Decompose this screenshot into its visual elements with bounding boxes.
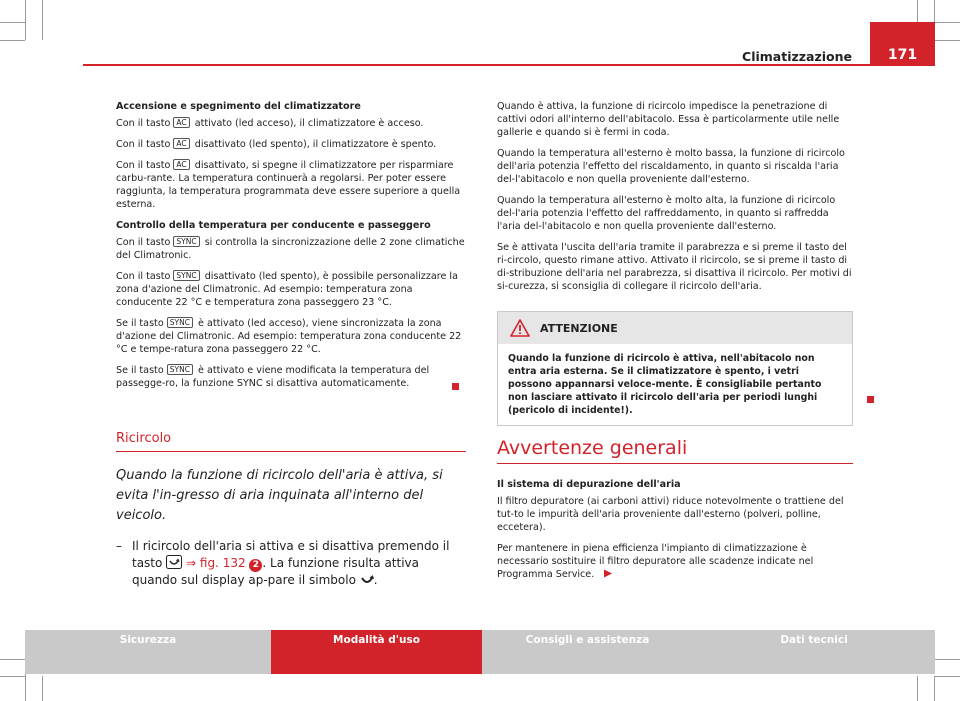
paragraph: Se il tasto SYNC è attivato (led acceso), viene sincronizzata la zona d'azione del Climatronic. Ad esempio: temperatura zona conducente 22 °C e tempe-ratura zona passeggero 22 °C. <box>116 318 462 355</box>
ac-key: AC <box>173 159 189 170</box>
sync-key: SYNC <box>173 236 199 247</box>
paragraph: Per mantenere in piena efficienza l'impianto di climatizzazione è necessario sostituire il filtro depuratore alle scadenze indicate nel Programma Service. <box>497 543 814 580</box>
paragraph: Il filtro depuratore (ai carboni attivi) riduce notevolmente o trattiene del tut-to le impurità dell'aria proveniente dall'esterno (polveri, polline, eccetera). <box>497 496 844 533</box>
recirculation-symbol-icon <box>360 575 374 585</box>
warning-header <box>498 312 852 344</box>
sync-key: SYNC <box>167 364 193 375</box>
crop-mark <box>935 676 960 677</box>
list-item <box>116 538 466 589</box>
crop-mark <box>935 22 960 23</box>
paragraph: Se è attivata l'uscita dell'aria tramite il parabrezza e si preme il tasto del ri-circolo, questo rimane attivo. Attivato il ricircolo, se si preme il tasto di di-stribuzione dell'aria nel parabrezza, si disattiva il ricircolo. Per motivi di si-curezza, si sconsiglia di collegare il ricircolo dell'aria. <box>497 242 852 292</box>
footer-tab-dati-tecnici[interactable]: Dati tecnici <box>693 630 935 674</box>
sync-key: SYNC <box>173 270 199 281</box>
crop-mark <box>42 676 43 701</box>
bullet-dash: – <box>116 539 122 553</box>
section-end-mark <box>867 396 874 403</box>
section-title-ricircolo: Ricircolo <box>116 432 466 452</box>
header-rule <box>83 64 935 66</box>
sub-heading: Il sistema di depurazione dell'aria <box>497 479 681 490</box>
left-section-ricircolo <box>116 432 466 589</box>
crop-mark <box>917 676 918 701</box>
sync-key: SYNC <box>167 317 193 328</box>
right-section-avvertenze <box>497 437 853 589</box>
figure-callout-number: 2 <box>249 559 262 572</box>
crop-mark <box>0 40 25 41</box>
crop-mark <box>934 676 935 701</box>
crop-mark <box>935 40 960 41</box>
paragraph: Con il tasto SYNC si controlla la sincronizzazione delle 2 zone climatiche del Climatronic. <box>116 237 465 261</box>
paragraph: Quando la temperatura all'esterno è molto alta, la funzione di ricircolo del-l'aria potenzia l'effetto del raffreddamento, in quanto si raffredda l'aria del-l'abitacolo e non quella proveniente dall'esterno. <box>497 195 836 232</box>
footer-tab-consigli-assistenza[interactable]: Consigli e assistenza <box>482 630 693 674</box>
crop-mark <box>0 22 25 23</box>
heading-temp: Controllo della temperatura per conducente e passeggero <box>116 220 431 231</box>
paragraph: Con il tasto AC attivato (led acceso), il climatizzatore è acceso. <box>116 118 424 129</box>
paragraph: Con il tasto AC disattivato (led spento), il climatizzatore è spento. <box>116 139 437 150</box>
bullet-text: Il ricircolo dell'aria si attiva e si disattiva premendo il tasto ⇒ fig. 132 2 . La funzione risulta attiva quando sul display ap-pare il simbolo . <box>132 539 450 587</box>
right-column <box>497 100 853 426</box>
section-end-mark <box>452 383 459 390</box>
continue-arrow-icon <box>603 569 613 578</box>
paragraph: Quando la temperatura all'esterno è molto bassa, la funzione di ricircolo dell'aria potenzia l'effetto del riscaldamento, in quanto si riscalda l'aria del-l'abitacolo e non quella proveniente dall'esterno. <box>497 148 845 185</box>
crop-mark <box>0 676 25 677</box>
crop-mark <box>0 659 25 660</box>
warning-title: ATTENZIONE <box>540 321 618 335</box>
left-column <box>116 100 466 398</box>
paragraph: Quando è attiva, la funzione di ricircolo impedisce la penetrazione di cattivi odori all'interno dell'abitacolo. Essa è particolarmente utile nelle gallerie e quando si è fermi in coda. <box>497 101 840 138</box>
crop-mark <box>25 0 26 40</box>
ac-key: AC <box>173 138 189 149</box>
section-intro: Quando la funzione di ricircolo dell'aria è attiva, si evita l'in-gresso di aria inquinata all'interno del veicolo. <box>116 468 443 523</box>
figure-reference-link[interactable]: ⇒ fig. 132 <box>186 556 246 570</box>
paragraph: Con il tasto SYNC disattivato (led spento), è possibile personalizzare la zona d'azione del Climatronic. Ad esempio: temperatura zona conducente 22 °C e temperatura zona passeggero 23 °C. <box>116 271 458 308</box>
crop-mark <box>42 0 43 40</box>
warning-triangle-icon <box>510 319 530 337</box>
crop-mark <box>935 659 960 660</box>
section-title-avvertenze: Avvertenze generali <box>497 442 853 464</box>
footer-tab-sicurezza[interactable]: Sicurezza <box>25 630 271 674</box>
running-header-title: Climatizzazione <box>742 49 852 64</box>
paragraph: Con il tasto AC disattivato, si spegne il climatizzatore per risparmiare carbu-rante. La temperatura continuerà a regolarsi. Per poter essere raggiunta, la temperatura programmata deve essere superiore a quella esterna. <box>116 160 461 210</box>
footer-tab-modalita-uso[interactable]: Modalità d'uso <box>271 630 482 674</box>
crop-mark <box>934 0 935 22</box>
ac-key: AC <box>173 117 189 128</box>
warning-box <box>497 311 853 426</box>
paragraph: Se il tasto SYNC è attivato e viene modificata la temperatura del passegge-ro, la funzione SYNC si disattiva automaticamente. <box>116 365 430 389</box>
warning-text: Quando la funzione di ricircolo è attiva, nell'abitacolo non entra aria esterna. Se il climatizzatore è spento, i vetri possono appannarsi veloce-mente. È consigliabile pertanto non lasciare attivato il ricircolo dell'aria per periodi lunghi (pericolo di incidente!). <box>508 353 822 416</box>
heading-onoff: Accensione e spegnimento del climatizzatore <box>116 101 361 112</box>
recirculation-key-icon <box>166 555 182 569</box>
page-number: 171 <box>870 22 935 66</box>
